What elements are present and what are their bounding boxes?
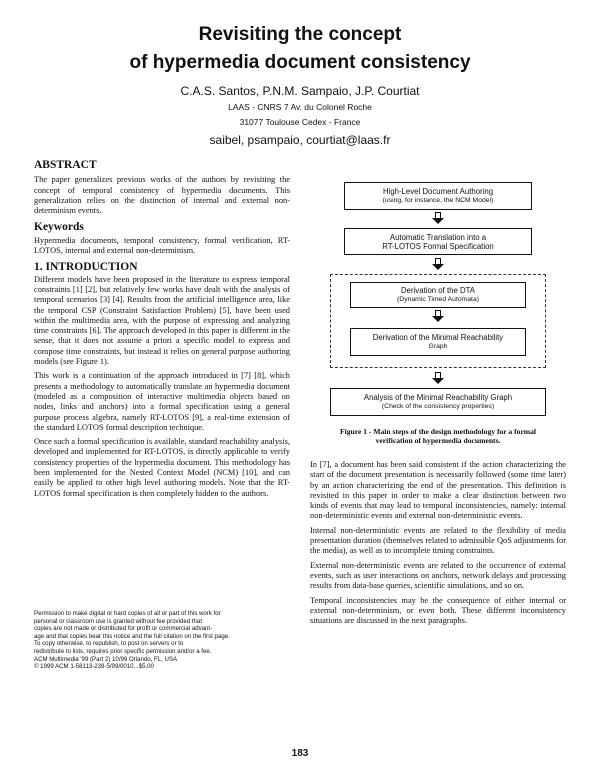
figure-box-analysis-title: Analysis of the Minimal Reachability Graph <box>363 393 513 402</box>
down-arrow-icon <box>435 372 441 384</box>
permission-line: personal or classroom use is granted without fee provided that <box>34 617 203 625</box>
permission-line: redistribute to lists, requires prior specific permission and/or a fee. <box>34 647 212 655</box>
figure-1 <box>310 178 566 428</box>
figure-box-translation-subtitle: RT-LOTOS Formal Specification <box>382 241 494 251</box>
figure-box-reachability-title: Derivation of the Minimal Reachability <box>372 333 504 342</box>
down-arrow-icon <box>435 258 441 270</box>
figure-caption-line2: verification of hypermedia documents. <box>375 436 501 445</box>
figure-box-dta-title: Derivation of the DTA <box>401 286 475 295</box>
right-paragraph-1: In [7], a document has been said consistent if the action characterizing the start of the document presentation is necessarily followed (some time later) by an action characterizing the end of the presentation. This definition is revisited in this paper in order to make a clear distinction between two kinds of events that may lead to temporal inconsistencies, namely: internal non-deterministic events and external non-deterministic events. <box>310 460 566 521</box>
intro-paragraph-2: This work is a continuation of the approach introduced in [7] [8], which presents a methodology to automatically translate an hypermedia document (modeled as a composition of interactive multimedia objects based on nodes, links and anchors) into a formal specification using a general purpose process algebra, namely RT-LOTOS [9], a real-time extension of the standard LOTOS formal description technique. <box>34 371 290 432</box>
figure-box-translation <box>344 228 532 255</box>
down-arrow-icon <box>435 310 441 322</box>
figure-box-dta-subtitle: (Dynamic Timed Automata) <box>397 296 479 303</box>
page-number: 183 <box>291 748 309 759</box>
figure-box-authoring-title: High-Level Document Authoring <box>382 187 494 196</box>
figure-box-authoring-subtitle: (using, for instance, the NCM Model) <box>382 197 494 204</box>
figure-box-authoring <box>344 182 532 210</box>
right-paragraph-3: External non-deterministic events are related to the occurrence of external events, such as user interactions on anchors, network delays and processing results from data-base queries, scientific simulations, and so on. <box>310 560 566 591</box>
figure-box-reachability <box>350 328 526 356</box>
right-column <box>310 460 566 630</box>
paper-title-line2: of hypermedia document consistency <box>129 52 471 73</box>
figure-box-analysis-subtitle: (Check of the consistency properties) <box>381 403 495 410</box>
abstract-heading: ABSTRACT <box>34 159 97 171</box>
figure-box-reachability-subtitle: Graph <box>428 343 448 350</box>
down-arrow-icon <box>435 212 441 224</box>
permission-line: ACM Multimedia '99 (Part 2) 10/99 Orlando, FL, USA <box>34 655 178 663</box>
permission-line: Permission to make digital or hard copies of all or part of this work for <box>34 610 221 617</box>
figure-box-translation-title: Automatic Translation into a <box>389 232 487 242</box>
permission-line: To copy otherwise, to republish, to post on servers or to <box>34 640 184 648</box>
figure-caption <box>306 427 570 445</box>
abstract-text: The paper generalizes previous works of the authors by revisiting the concept of temporal consistency of hypermedia documents. This generalization relies on the distinction of internal and external non-determinism events. <box>34 175 290 216</box>
author-emails: saibel, psampaio, courtiat@laas.fr <box>209 133 391 147</box>
figure-box-dta <box>350 282 526 308</box>
intro-paragraph-3: Once such a formal specification is available, standard reachability analysis, developed and implemented for RT-LOTOS, is directly applicable to verify consistency properties of the hypermedia document. This methodology has been implemented for the Nested Context Model (NCM) [10], and can easily be applied to other high level authoring models. Note that the RT-LOTOS formal specification is then completely hidden to the authors. <box>34 437 290 498</box>
right-paragraph-4: Temporal inconsistencies may be the consequence of either internal or external non-determinism, or even both. These different inconsistency situations are discussed in the next paragraphs. <box>310 595 566 626</box>
left-column <box>34 160 290 503</box>
keywords-text: Hypermedia documents, temporal consistency, formal verification, RT-LOTOS, internal and external non-determinism. <box>34 235 290 256</box>
affiliation-line1: LAAS - CNRS 7 Av. du Colonel Roche <box>228 102 372 112</box>
paper-title-line1: Revisiting the concept <box>198 24 402 45</box>
permission-notice <box>34 610 290 671</box>
affiliation-line2: 31077 Toulouse Cedex - France <box>239 117 361 127</box>
permission-line: © 1999 ACM 1-58113-239-5/99/0010...$5.00 <box>34 663 154 671</box>
introduction-heading: 1. INTRODUCTION <box>34 261 138 274</box>
authors: C.A.S. Santos, P.N.M. Sampaio, J.P. Courtiat <box>180 84 420 98</box>
right-paragraph-2: Internal non-deterministic events are related to the flexibility of media presentation duration (themselves related to admissible QoS adjustments for the media), as well as to incomplete timing constraints. <box>310 525 566 556</box>
keywords-heading: Keywords <box>34 221 84 234</box>
figure-box-analysis <box>330 388 546 416</box>
permission-line: age and that copies bear this notice and the full citation on the first page. <box>34 632 230 640</box>
intro-paragraph-1: Different models have been proposed in the literature to express temporal constraints [1] [2], but relatively few works have dealt with the analysis of temporal scenarios [3] [4]. Results from the artificial intelligence area, like the temporal CSP (Constraint Satisfaction Problem) [5], have been used within the multimedia area, with the purpose of expressing and analyzing time constraints [6]. The approach developed in this paper is different in the sense, that it does not assume a priori a specific model to express and compose time constraints, but instead it relies on general purpose authoring models (see Figure 1). <box>34 274 290 367</box>
figure-caption-line1: Figure 1 - Main steps of the design methodology for a formal <box>339 427 537 436</box>
permission-line: copies are not made or distributed for profit or commercial advant- <box>34 625 213 633</box>
